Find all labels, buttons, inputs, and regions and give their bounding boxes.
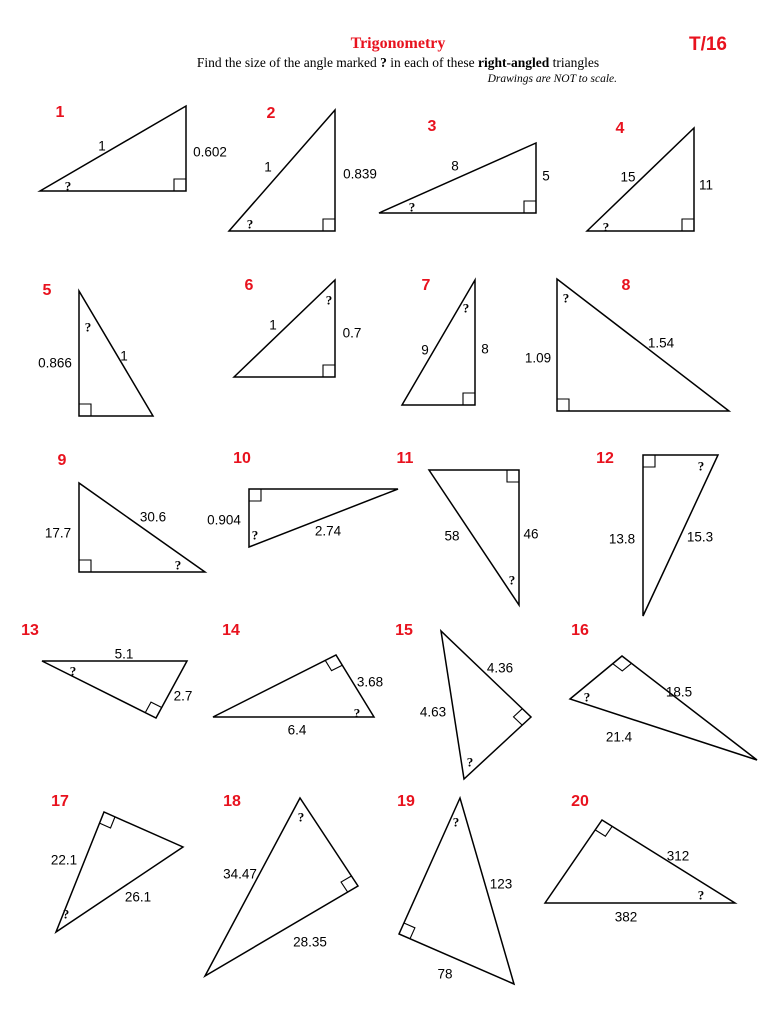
side-length-label: 8 <box>481 341 489 357</box>
triangle <box>42 661 187 718</box>
side-length-label: 1.09 <box>524 350 552 366</box>
side-length-label: 0.602 <box>193 144 227 160</box>
side-length-label: 2.74 <box>314 523 342 539</box>
problem-20 <box>545 793 735 925</box>
problem-18 <box>205 793 358 976</box>
right-angle-marker <box>595 826 612 836</box>
side-length-label: 11 <box>698 177 714 193</box>
side-length-label: 0.839 <box>343 166 377 182</box>
unknown-angle-marker: ? <box>562 290 570 306</box>
triangle <box>402 280 475 405</box>
side-length-label: 15 <box>620 169 636 185</box>
right-angle-marker <box>249 489 261 501</box>
triangle <box>213 655 374 717</box>
right-angle-marker <box>682 219 694 231</box>
triangle <box>234 280 335 377</box>
problem-number: 19 <box>397 793 415 810</box>
side-length-label: 1.54 <box>647 335 675 351</box>
side-length-label: 30.6 <box>139 509 167 525</box>
unknown-angle-marker: ? <box>508 572 516 588</box>
side-length-label: 1 <box>269 317 277 333</box>
problem-number: 13 <box>21 622 39 639</box>
problem-15 <box>395 622 531 779</box>
side-length-label: 21.4 <box>605 729 633 745</box>
right-angle-marker <box>613 663 632 671</box>
triangle <box>429 470 519 605</box>
triangle <box>570 656 757 760</box>
side-length-label: 8 <box>451 158 459 174</box>
problem-2 <box>229 105 377 232</box>
side-length-label: 1 <box>264 159 272 175</box>
problem-number: 11 <box>396 450 414 467</box>
problem-number: 12 <box>596 450 614 467</box>
unknown-angle-marker: ? <box>408 199 416 215</box>
problem-number: 6 <box>244 277 254 294</box>
right-angle-marker <box>323 219 335 231</box>
unknown-angle-marker: ? <box>246 216 254 232</box>
side-length-label: 6.4 <box>287 722 307 738</box>
right-angle-marker <box>463 393 475 405</box>
instruction-text: Find the size of the angle marked ? in each of these right-angled triangles <box>196 55 600 70</box>
problem-number: 2 <box>266 105 276 122</box>
unknown-angle-marker: ? <box>462 300 470 316</box>
problem-number: 3 <box>427 118 437 135</box>
problem-number: 7 <box>421 277 431 294</box>
right-angle-marker <box>341 876 351 892</box>
problem-3 <box>379 118 550 215</box>
side-length-label: 13.8 <box>608 531 636 547</box>
worksheet-title: Trigonometry <box>350 35 446 52</box>
problem-number: 8 <box>621 277 631 294</box>
problem-19 <box>397 793 514 984</box>
problem-11 <box>397 450 539 605</box>
right-angle-marker <box>507 470 519 482</box>
side-length-label: 17.7 <box>44 525 72 541</box>
problem-7 <box>402 277 489 405</box>
unknown-angle-marker: ? <box>174 557 182 573</box>
problem-number: 1 <box>55 104 65 121</box>
problem-grid <box>21 104 757 984</box>
unknown-angle-marker: ? <box>69 663 77 679</box>
unknown-angle-marker: ? <box>452 814 460 830</box>
problem-5 <box>38 282 153 416</box>
side-length-label: 0.866 <box>38 355 72 371</box>
side-length-label: 26.1 <box>124 889 152 905</box>
problem-number: 15 <box>395 622 413 639</box>
unknown-angle-marker: ? <box>697 887 705 903</box>
problem-13 <box>21 622 192 718</box>
side-length-label: 34.47 <box>223 866 257 882</box>
triangle <box>229 110 335 231</box>
right-angle-marker <box>643 455 655 467</box>
side-length-label: 2.7 <box>173 688 193 704</box>
right-angle-marker <box>514 709 523 725</box>
unknown-angle-marker: ? <box>602 219 610 235</box>
problem-number: 14 <box>222 622 240 639</box>
side-length-label: 1 <box>98 138 106 154</box>
unknown-angle-marker: ? <box>697 458 705 474</box>
problem-1 <box>40 104 227 194</box>
problem-number: 17 <box>51 793 69 810</box>
unknown-angle-marker: ? <box>297 809 305 825</box>
problem-9 <box>45 452 205 573</box>
side-length-label: 3.68 <box>356 674 384 690</box>
side-length-label: 78 <box>437 966 453 982</box>
side-length-label: 18.5 <box>665 684 693 700</box>
problem-4 <box>587 120 713 235</box>
side-length-label: 0.7 <box>342 325 362 341</box>
triangle <box>587 128 694 231</box>
side-length-label: 15.3 <box>686 529 714 545</box>
unknown-angle-marker: ? <box>583 689 591 705</box>
triangle <box>379 143 536 213</box>
side-length-label: 28.35 <box>293 934 327 950</box>
side-length-label: 123 <box>489 876 513 892</box>
unknown-angle-marker: ? <box>466 754 474 770</box>
right-angle-marker <box>79 404 91 416</box>
problem-number: 18 <box>223 793 241 810</box>
side-length-label: 312 <box>666 848 690 864</box>
unknown-angle-marker: ? <box>325 292 333 308</box>
triangle <box>79 483 205 572</box>
problem-number: 10 <box>233 450 251 467</box>
triangle <box>441 631 531 779</box>
unknown-angle-marker: ? <box>62 906 70 922</box>
side-length-label: 0.904 <box>207 512 241 528</box>
problem-number: 4 <box>615 120 625 137</box>
side-length-label: 5 <box>542 168 550 184</box>
side-length-label: 22.1 <box>50 852 78 868</box>
unknown-angle-marker: ? <box>64 178 72 194</box>
unknown-angle-marker: ? <box>353 705 361 721</box>
triangle <box>56 812 183 932</box>
side-length-label: 4.36 <box>486 660 514 676</box>
scale-note: Drawings are NOT to scale. <box>487 73 617 85</box>
side-length-label: 382 <box>614 909 638 925</box>
worksheet-code: T/16 <box>688 34 728 55</box>
triangle <box>545 820 735 903</box>
unknown-angle-marker: ? <box>251 527 259 543</box>
triangle <box>79 291 153 416</box>
problem-17 <box>51 793 183 932</box>
problem-number: 16 <box>571 622 589 639</box>
problem-number: 9 <box>57 452 67 469</box>
right-angle-marker <box>557 399 569 411</box>
right-angle-marker <box>524 201 536 213</box>
triangle <box>557 279 729 411</box>
side-length-label: 1 <box>120 348 128 364</box>
right-angle-marker <box>79 560 91 572</box>
right-angle-marker <box>174 179 186 191</box>
side-length-label: 5.1 <box>114 646 134 662</box>
right-angle-marker <box>323 365 335 377</box>
side-length-label: 4.63 <box>419 704 447 720</box>
side-length-label: 58 <box>444 528 460 544</box>
side-length-label: 46 <box>523 526 539 542</box>
problem-14 <box>213 622 383 738</box>
problem-number: 20 <box>571 793 589 810</box>
unknown-angle-marker: ? <box>84 319 92 335</box>
side-length-label: 9 <box>421 342 429 358</box>
problem-number: 5 <box>42 282 52 299</box>
triangle <box>205 798 358 976</box>
problem-10 <box>207 450 398 547</box>
problem-12 <box>596 450 718 616</box>
problem-6 <box>234 277 361 377</box>
problem-8 <box>525 277 729 411</box>
problem-16 <box>570 622 757 760</box>
